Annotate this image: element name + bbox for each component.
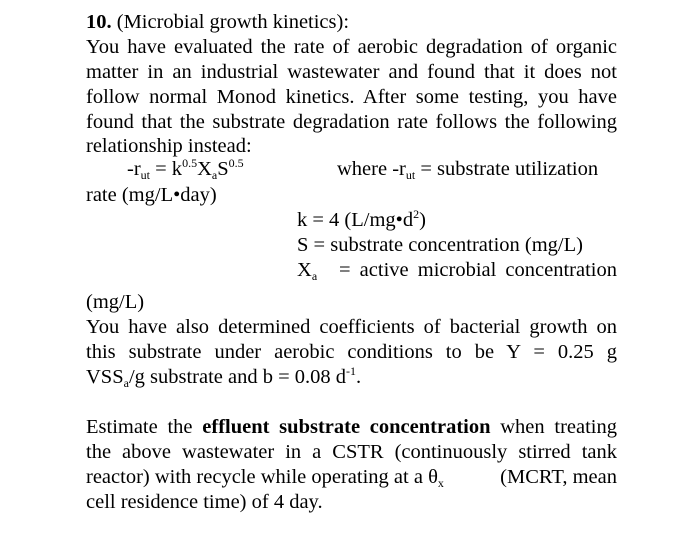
def-xa-symbol: X xyxy=(297,259,312,281)
period: . xyxy=(356,366,362,388)
question-tail: when treating xyxy=(490,416,618,438)
question-line-2: the above wastewater in a CSTR (continuously stirred tank xyxy=(86,441,617,463)
where-rate: where -r xyxy=(337,158,406,180)
where-description: = substrate utilization xyxy=(415,158,599,180)
eq-rate-symbol: -r xyxy=(127,158,141,180)
rate-unit: rate (mg/L•day) xyxy=(86,184,217,206)
question-mcrt-text: (MCRT, mean xyxy=(500,466,617,488)
problem-number: 10. xyxy=(86,11,112,33)
vss-subscript: a xyxy=(123,376,129,390)
where-rate-subscript: ut xyxy=(405,168,416,182)
coefficients-line-3 xyxy=(86,365,617,390)
intro-line-5: relationship instead: xyxy=(86,135,252,157)
coefficients-line-1: You have also determined coefficients of bacterial growth on xyxy=(86,316,617,338)
question-line-3 xyxy=(86,465,617,490)
eq-x: X xyxy=(197,158,212,180)
question-emphasis: effluent substrate concentration xyxy=(202,416,491,438)
def-k-close: ) xyxy=(419,209,426,231)
def-k-exponent: 2 xyxy=(413,207,420,221)
eq-k-exponent: 0.5 xyxy=(182,156,198,170)
eq-rate-subscript: ut xyxy=(140,168,150,182)
intro-line-2: matter in an industrial wastewater and found that it does not xyxy=(86,61,617,83)
definition-s: S = substrate concentration (mg/L) xyxy=(297,234,583,256)
decay-exponent: -1 xyxy=(346,364,357,378)
eq-x-subscript: a xyxy=(211,168,218,182)
where-clause xyxy=(337,157,598,182)
question-line-4: cell residence time) of 4 day. xyxy=(86,491,323,513)
eq-s: S xyxy=(217,158,229,180)
definition-xa-unit: (mg/L) xyxy=(86,291,145,313)
definition-xa xyxy=(297,258,617,283)
definition-k xyxy=(297,208,426,233)
question-line-1 xyxy=(86,415,617,440)
question-lead: Estimate the xyxy=(86,416,203,438)
decay-text: /g substrate and b = 0.08 d xyxy=(128,366,347,388)
intro-line-4: found that the substrate degradation rate follows the following xyxy=(86,111,617,133)
coefficients-line-2: this substrate under aerobic conditions to be Y = 0.25 g xyxy=(86,341,617,363)
eq-k: = k xyxy=(155,158,183,180)
eq-s-exponent: 0.5 xyxy=(228,156,244,170)
question-theta-text: reactor) with recycle while operating at a θ xyxy=(86,466,438,488)
def-k-text: k = 4 (L/mg•d xyxy=(297,209,414,231)
def-xa-text: = active microbial concentration xyxy=(339,259,617,281)
problem-title: (Microbial growth kinetics): xyxy=(116,11,350,33)
problem-heading xyxy=(86,10,617,35)
vss-text: VSS xyxy=(86,366,124,388)
rate-equation xyxy=(127,157,244,182)
def-xa-subscript: a xyxy=(311,269,318,283)
intro-line-3: follow normal Monod kinetics. After some testing, you have xyxy=(86,86,617,108)
theta-subscript: x xyxy=(437,476,444,490)
intro-line-1: You have evaluated the rate of aerobic degradation of organic xyxy=(86,36,617,58)
